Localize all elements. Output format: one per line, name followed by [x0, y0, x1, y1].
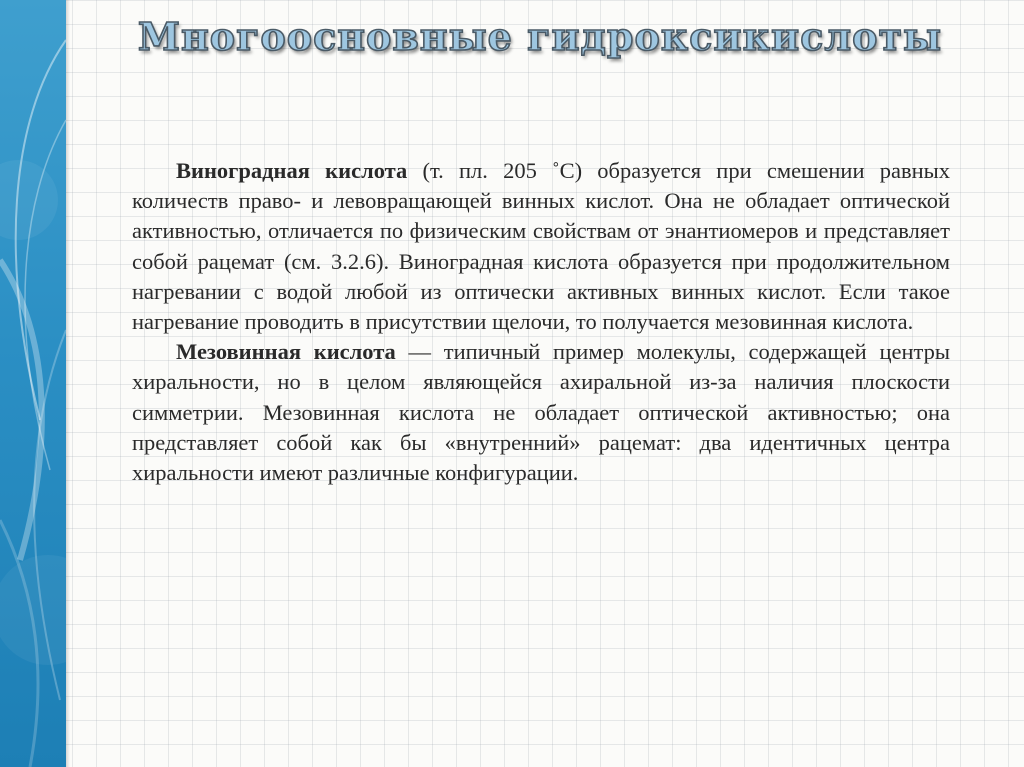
paragraph-text: (т. пл. 205 ˚С) образуется при смешении равных количеств право- и левовращающей винных кислот. Она не обладает оптической активностью, отличается по физическим свойствам от энантиомеров и представляет собой рацемат (см. 3.2.6). Виноградная кислота образуется при продолжительном нагревании с водой любой из оптически активных винных кислот. Если такое нагревание проводить в присутствии щелочи, то получается мезовинная кислота. — [132, 158, 950, 335]
term-mesotartaric-acid: Мезовинная кислота — [176, 339, 396, 365]
paragraph-text: — типичный пример молекулы, содержащей центры хиральности, но в целом являющейся ахиральной из-за наличия плоскости симметрии. Мезовинная кислота не обладает оптической активностью; она представляет собой как бы «внутренний» рацемат: два идентичных центра хиральности имеют различные конфигурации. — [132, 339, 951, 486]
body-text — [132, 156, 950, 488]
slide-title: Многоосновные гидроксикислоты — [137, 14, 943, 59]
band-shadow — [66, 0, 70, 767]
decorative-side-band — [0, 0, 66, 767]
term-racemic-acid: Виноградная кислота — [176, 158, 408, 183]
swoosh-graphic — [0, 0, 66, 767]
paragraph-mesotartaric-acid — [132, 337, 950, 488]
paragraph-racemic-acid — [132, 156, 950, 337]
